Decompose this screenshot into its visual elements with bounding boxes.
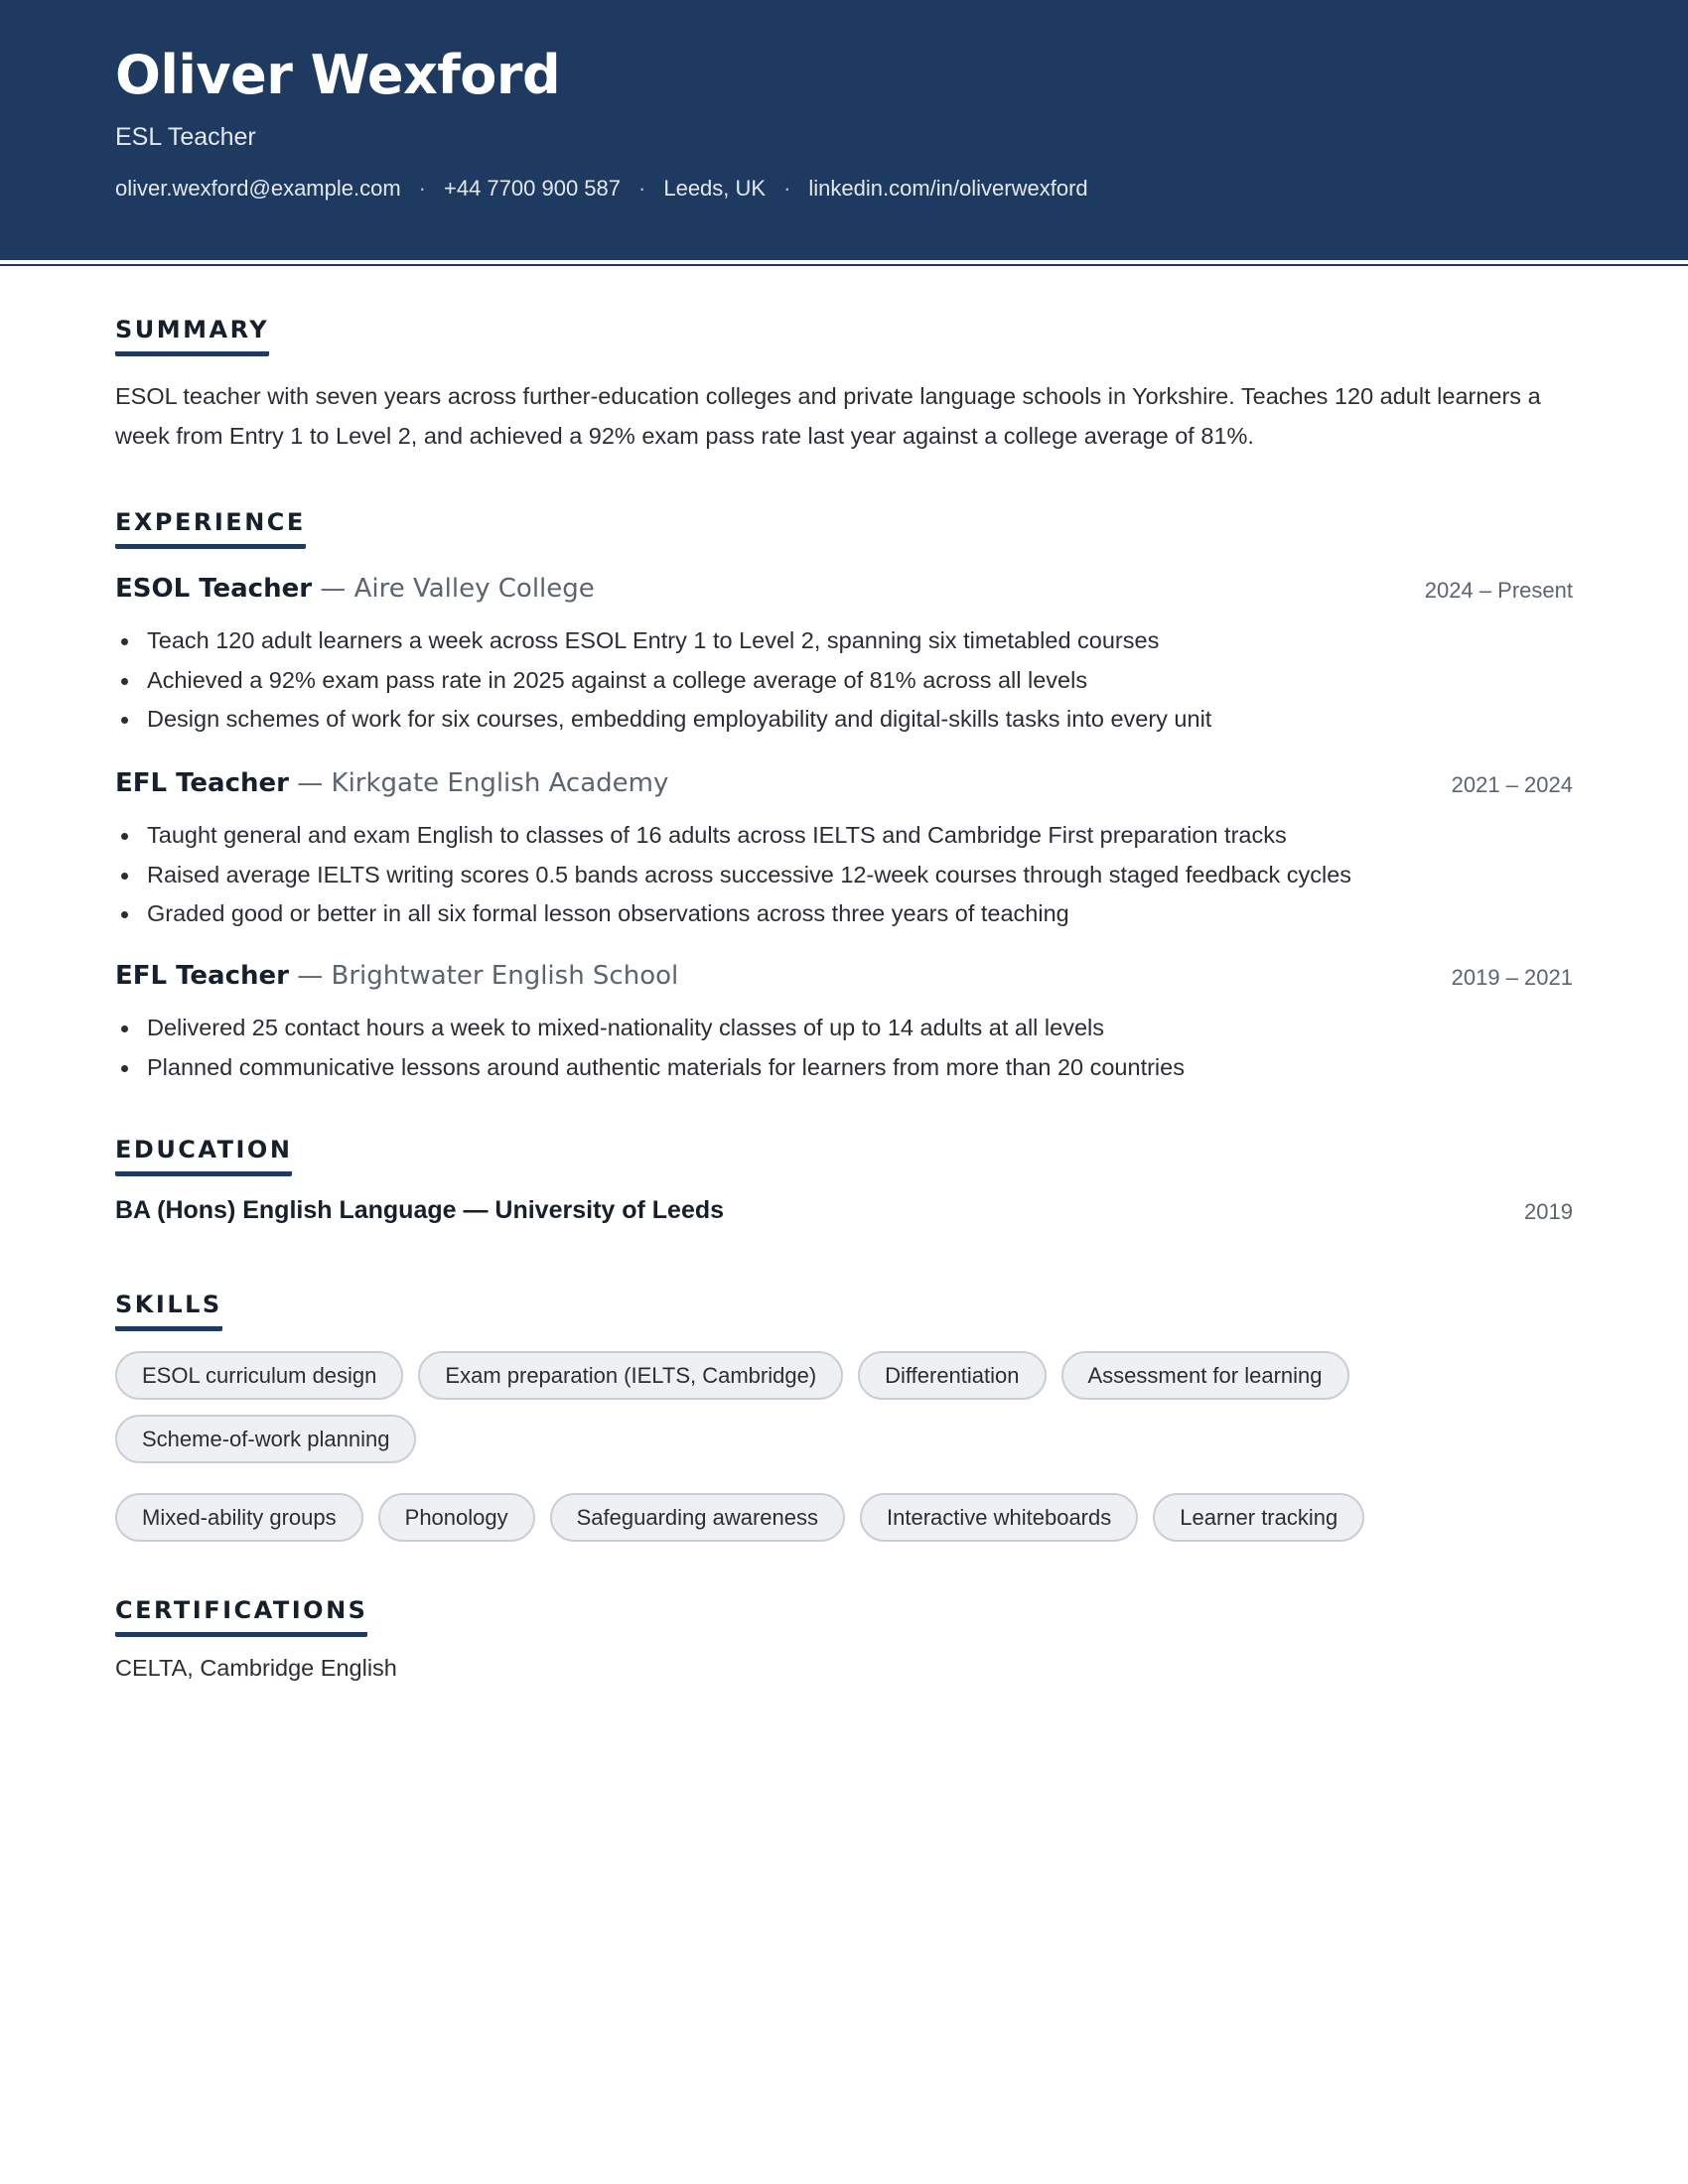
contact-email[interactable]: oliver.wexford@example.com <box>115 176 401 201</box>
skill-chip: Interactive whiteboards <box>860 1493 1138 1542</box>
job-title: EFL Teacher <box>115 768 289 798</box>
job-company: Kirkgate English Academy <box>331 768 669 798</box>
job-entry <box>115 961 1573 1087</box>
job-bullet: Graded good or better in all six formal lesson observations across three years of teaching <box>147 894 1573 934</box>
job-company: Aire Valley College <box>353 574 595 604</box>
job-company: Brightwater English School <box>331 961 679 991</box>
header-divider <box>0 264 1688 266</box>
job-dash: — <box>288 768 332 798</box>
job-dates: 2021 – 2024 <box>1451 772 1573 797</box>
certification-item: CELTA, Cambridge English <box>115 1655 397 1681</box>
job-bullet: Teach 120 adult learners a week across ESOL Entry 1 to Level 2, spanning six timetabled courses <box>147 621 1573 661</box>
job-bullets <box>115 621 1573 740</box>
contact-phone[interactable]: +44 7700 900 587 <box>444 176 622 201</box>
job-title: EFL Teacher <box>115 961 289 991</box>
candidate-name: Oliver Wexford <box>115 44 561 106</box>
skill-chip: Phonology <box>378 1493 535 1542</box>
education-degree: BA (Hons) English Language — University of Leeds <box>115 1196 725 1224</box>
skills-group <box>115 1351 1406 1463</box>
contact-line <box>115 176 1088 202</box>
skill-chip: Learner tracking <box>1153 1493 1364 1542</box>
job-entry <box>115 768 1573 934</box>
resume-header <box>0 0 1688 260</box>
job-header <box>115 574 1573 614</box>
skill-chip: Exam preparation (IELTS, Cambridge) <box>418 1351 843 1400</box>
job-bullet: Raised average IELTS writing scores 0.5 bands across successive 12-week courses through staged feedback cycles <box>147 856 1573 895</box>
skill-chip: Safeguarding awareness <box>550 1493 845 1542</box>
job-entry <box>115 574 1573 740</box>
contact-separator: · <box>418 176 426 201</box>
job-bullets <box>115 816 1573 934</box>
skill-chip: ESOL curriculum design <box>115 1351 403 1400</box>
summary-section <box>115 316 1573 456</box>
experience-section <box>115 508 1573 1104</box>
skills-section <box>115 1291 1573 1542</box>
contact-separator: · <box>783 176 791 201</box>
skill-chip: Mixed-ability groups <box>115 1493 363 1542</box>
certifications-heading: CERTIFICATIONS <box>115 1596 367 1637</box>
job-dates: 2024 – Present <box>1424 578 1573 603</box>
summary-text: ESOL teacher with seven years across further-education colleges and private language schools in Yorkshire. Teaches 120 adult learners a week from Entry 1 to Level 2, and achieved a 92% exam pass rate last year against a college average of 81%. <box>115 383 1541 449</box>
job-dates: 2019 – 2021 <box>1451 965 1573 990</box>
contact-separator: · <box>638 176 646 201</box>
job-header <box>115 961 1573 1001</box>
candidate-role: ESL Teacher <box>115 123 256 151</box>
education-entry <box>115 1196 1573 1236</box>
skill-chip: Assessment for learning <box>1061 1351 1349 1400</box>
job-bullet: Achieved a 92% exam pass rate in 2025 against a college average of 81% across all levels <box>147 661 1573 701</box>
job-title: ESOL Teacher <box>115 574 313 604</box>
job-bullet: Delivered 25 contact hours a week to mixed-nationality classes of up to 14 adults at all levels <box>147 1009 1573 1048</box>
job-bullet: Design schemes of work for six courses, embedding employability and digital-skills tasks into every unit <box>147 700 1573 740</box>
skills-group <box>115 1493 1406 1542</box>
skill-chip: Differentiation <box>858 1351 1046 1400</box>
job-bullet: Taught general and exam English to classes of 16 adults across IELTS and Cambridge First preparation tracks <box>147 816 1573 856</box>
job-dash: — <box>312 574 354 604</box>
summary-heading: SUMMARY <box>115 316 269 356</box>
job-dash: — <box>288 961 332 991</box>
job-header <box>115 768 1573 808</box>
job-bullets <box>115 1009 1573 1087</box>
certifications-section <box>115 1596 1573 1682</box>
education-heading: EDUCATION <box>115 1136 292 1176</box>
contact-linkedin[interactable]: linkedin.com/in/oliverwexford <box>808 176 1088 201</box>
job-bullet: Planned communicative lessons around authentic materials for learners from more than 20 countries <box>147 1048 1573 1088</box>
education-section <box>115 1136 1573 1236</box>
skills-heading: SKILLS <box>115 1291 222 1331</box>
contact-location: Leeds, UK <box>663 176 767 201</box>
education-year: 2019 <box>1524 1199 1573 1224</box>
skill-chip: Scheme-of-work planning <box>115 1415 416 1463</box>
experience-heading: EXPERIENCE <box>115 508 306 549</box>
